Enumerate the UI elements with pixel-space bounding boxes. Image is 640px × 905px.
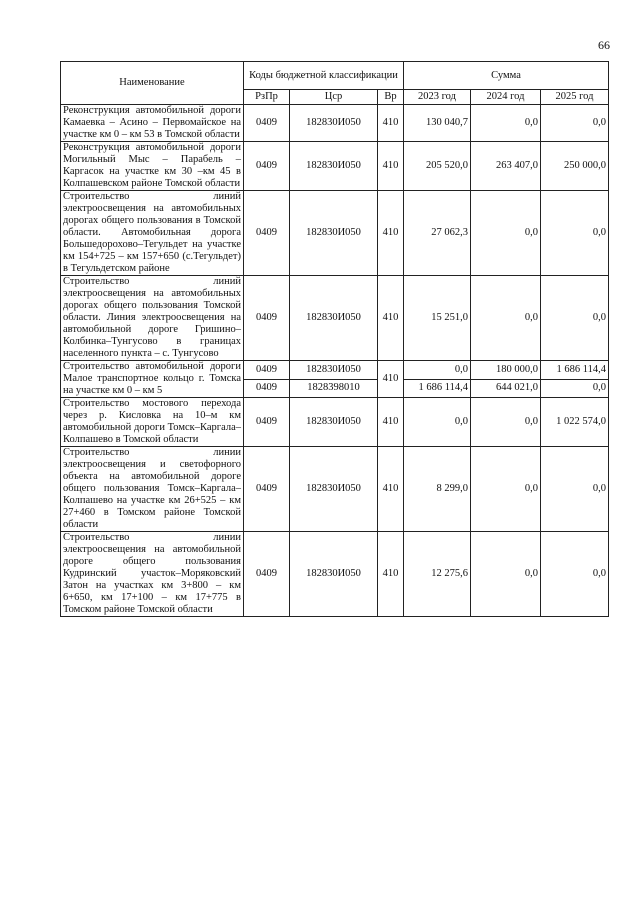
header-rzpr: РзПр: [244, 90, 290, 105]
header-2023: 2023 год: [404, 90, 471, 105]
row-2025: 1 686 114,4: [541, 361, 609, 380]
row-name: Реконструкция автомобильной дороги Могильный Мыс – Парабель – Каргасок на участке км 30 –км 45 в Колпашевском районе Томской области: [61, 142, 244, 191]
row-rzpr: 0409: [244, 532, 290, 617]
row-2024: 0,0: [471, 191, 541, 276]
row-rzpr: 0409: [244, 142, 290, 191]
budget-table: [60, 61, 609, 617]
row-vr: 410: [378, 191, 404, 276]
row-2023: 0,0: [404, 398, 471, 447]
header-2025: 2025 год: [541, 90, 609, 105]
row-rzpr: 0409: [244, 398, 290, 447]
row-name: Строительство линий электроосвещения на автомобильных дорогах общего пользования в Томской области. Автомобильная дорога Большедорохово–Тегульдет на участке км 154+725 – км 157+650 (с.Тегульдет) в Тегульдетском районе: [61, 191, 244, 276]
row-2025: 0,0: [541, 532, 609, 617]
row-vr: 410: [378, 398, 404, 447]
row-name: Строительство мостового перехода через р. Кисловка на 10–м км автомобильной дороги Томск–Каргала–Колпашево в Томской области: [61, 398, 244, 447]
row-rzpr: 0409: [244, 276, 290, 361]
table-row-split-first: [61, 361, 609, 380]
row-name: Строительство автомобильной дороги Малое транспортное кольцо г. Томска на участке км 0 – км 5: [61, 361, 244, 398]
header-sum: Сумма: [404, 62, 609, 90]
row-2024: 0,0: [471, 398, 541, 447]
row-2023: 0,0: [404, 361, 471, 380]
row-2025: 0,0: [541, 191, 609, 276]
header-codes: Коды бюджетной классификации: [244, 62, 404, 90]
row-rzpr: 0409: [244, 105, 290, 142]
row-csr: 182830И050: [290, 191, 378, 276]
row-rzpr: 0409: [244, 191, 290, 276]
row-vr: 410: [378, 532, 404, 617]
header-csr: Цср: [290, 90, 378, 105]
table-row: [61, 276, 609, 361]
row-name: Строительство линии электроосвещения и светофорного объекта на автомобильной дороге общего пользования Томск–Каргала–Колпашево на участке км 26+525 – км 27+460 в Томском районе Томской области: [61, 447, 244, 532]
row-vr: 410: [378, 361, 404, 398]
row-2025: 250 000,0: [541, 142, 609, 191]
row-csr: 182830И050: [290, 142, 378, 191]
table-row: [61, 447, 609, 532]
table-row: [61, 398, 609, 447]
row-2023: 8 299,0: [404, 447, 471, 532]
row-vr: 410: [378, 105, 404, 142]
row-rzpr: 0409: [244, 447, 290, 532]
row-csr: 1828398010: [290, 379, 378, 398]
row-csr: 182830И050: [290, 276, 378, 361]
row-2023: 130 040,7: [404, 105, 471, 142]
table-row: [61, 191, 609, 276]
header-2024: 2024 год: [471, 90, 541, 105]
row-2024: 0,0: [471, 105, 541, 142]
row-2023: 1 686 114,4: [404, 379, 471, 398]
row-2023: 12 275,6: [404, 532, 471, 617]
row-2025: 0,0: [541, 105, 609, 142]
row-name: Строительство линии электроосвещения на автомобильной дороге общего пользования Кудринский участок–Моряковский Затон на участках км 3+800 – км 6+650, км 17+100 – км 17+775 в Томском районе Томской области: [61, 532, 244, 617]
header-name: Наименование: [61, 62, 244, 105]
row-name: Реконструкция автомобильной дороги Камаевка – Асино – Первомайское на участке км 0 – км 53 в Томской области: [61, 105, 244, 142]
row-vr: 410: [378, 447, 404, 532]
row-2023: 15 251,0: [404, 276, 471, 361]
row-name: Строительство линий электроосвещения на автомобильных дорогах общего пользования Томской области. Линия электроосвещения на автомобильной дороге Гришино–Колбинка–Тунгусово в границах населенного пункта – с. Тунгусово: [61, 276, 244, 361]
row-csr: 182830И050: [290, 361, 378, 380]
row-2023: 27 062,3: [404, 191, 471, 276]
row-csr: 182830И050: [290, 398, 378, 447]
row-2023: 205 520,0: [404, 142, 471, 191]
row-2024: 0,0: [471, 276, 541, 361]
row-2025: 0,0: [541, 447, 609, 532]
row-csr: 182830И050: [290, 105, 378, 142]
table-row: [61, 142, 609, 191]
row-2024: 180 000,0: [471, 361, 541, 380]
row-2025: 0,0: [541, 276, 609, 361]
row-csr: 182830И050: [290, 447, 378, 532]
page-number: 66: [598, 38, 610, 52]
row-vr: 410: [378, 142, 404, 191]
row-rzpr: 0409: [244, 379, 290, 398]
header-vr: Вр: [378, 90, 404, 105]
row-vr: 410: [378, 276, 404, 361]
row-2025: 0,0: [541, 379, 609, 398]
row-rzpr: 0409: [244, 361, 290, 380]
row-2024: 0,0: [471, 532, 541, 617]
row-2024: 263 407,0: [471, 142, 541, 191]
table-row: [61, 105, 609, 142]
row-2024: 0,0: [471, 447, 541, 532]
row-2025: 1 022 574,0: [541, 398, 609, 447]
row-2024: 644 021,0: [471, 379, 541, 398]
table-row: [61, 532, 609, 617]
row-csr: 182830И050: [290, 532, 378, 617]
